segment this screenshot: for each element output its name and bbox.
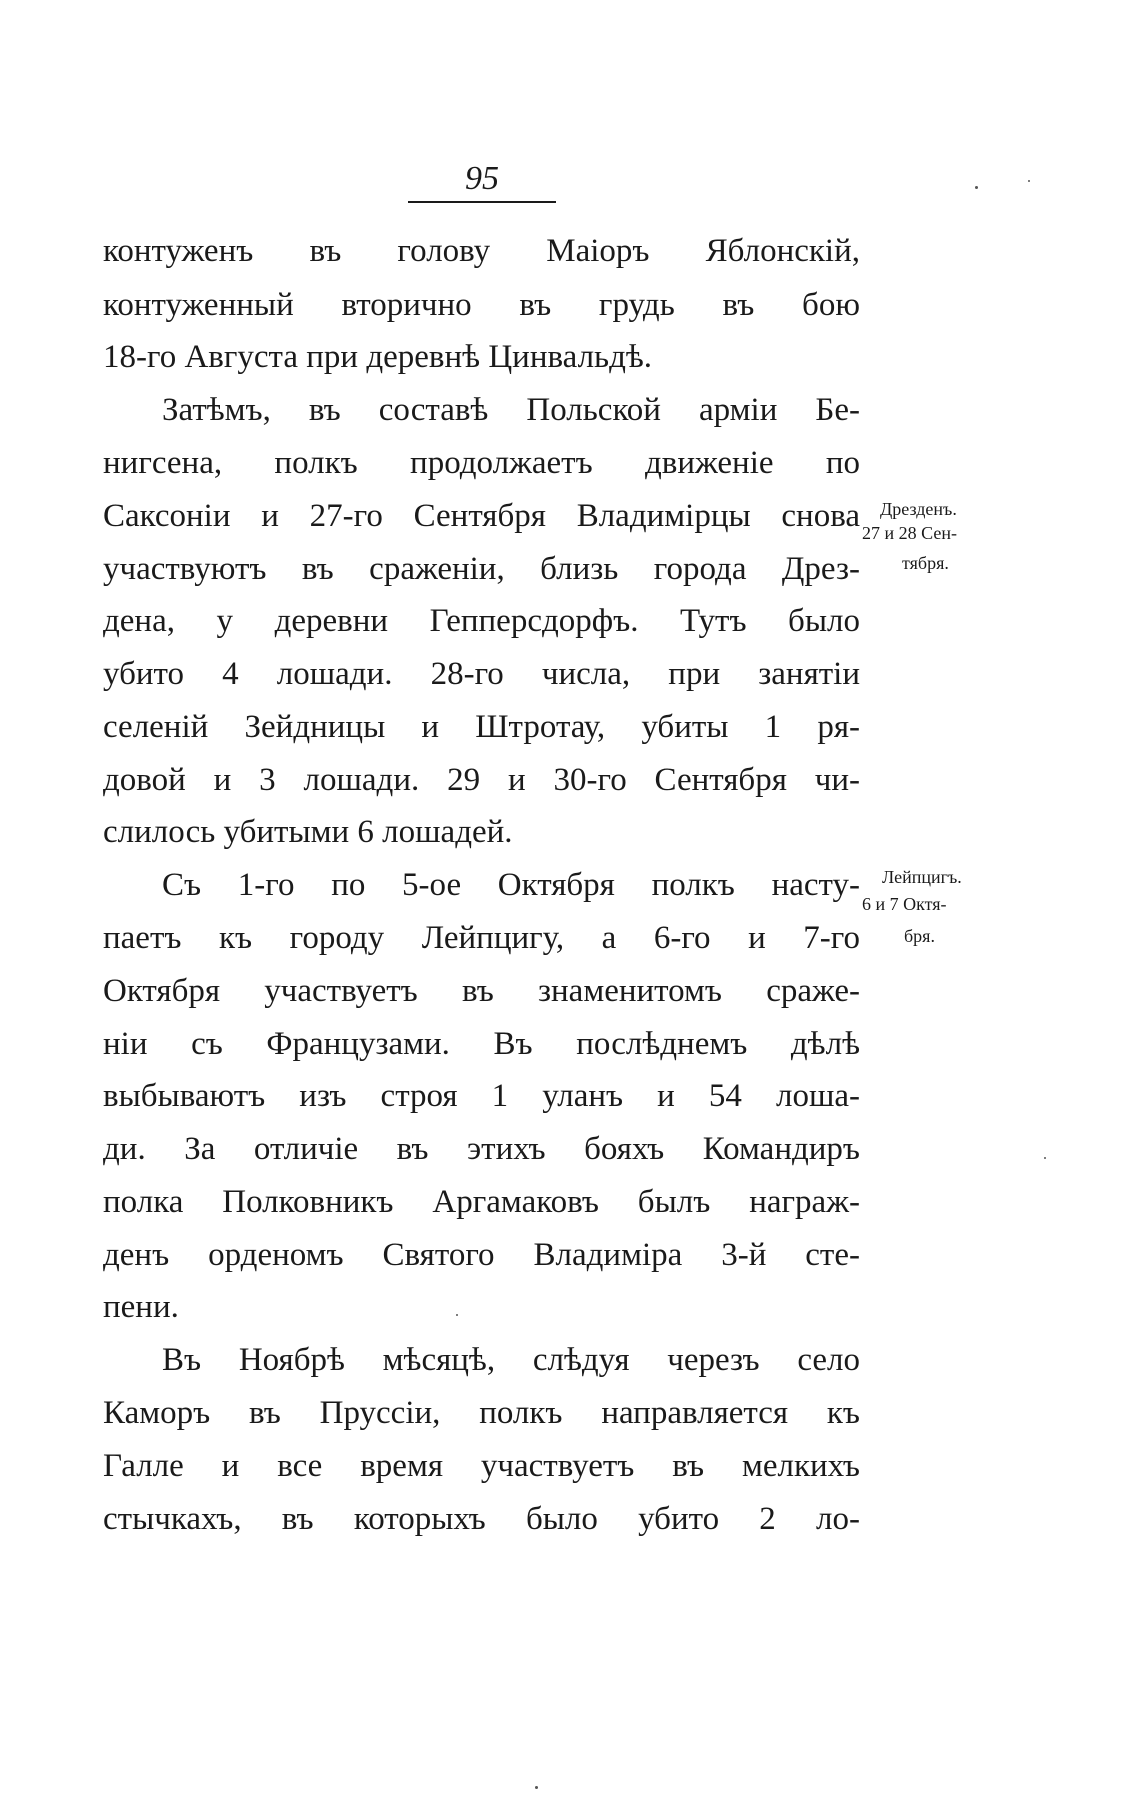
margin-note-place: Лейпцигъ.: [882, 867, 962, 887]
text-line: участвуютъ въ сраженіи, близь города Дрез-: [103, 551, 860, 587]
text-line: селеній Зейдницы и Штротау, убиты 1 ря-: [103, 709, 860, 745]
print-speck: [456, 1314, 458, 1316]
text-line: 18-го Августа при деревнѣ Цинвальдѣ.: [103, 339, 653, 375]
page-number: 95: [465, 160, 499, 197]
text-line: контуженный вторично въ грудь въ бою: [103, 287, 860, 323]
text-line: стычкахъ, въ которыхъ было убито 2 ло-: [103, 1501, 860, 1537]
text-line: ніи съ Французами. Въ послѣднемъ дѣлѣ: [103, 1026, 860, 1062]
text-line: слилось убитыми 6 лошадей.: [103, 814, 513, 850]
page-number-rule: [408, 201, 556, 203]
margin-note-date-end: бря.: [904, 926, 935, 946]
margin-note-date: 27 и 28 Сен-: [862, 523, 957, 543]
text-line: Каморъ въ Пруссіи, полкъ направляется къ: [103, 1395, 860, 1431]
text-line: ди. За отличіе въ этихъ бояхъ Командиръ: [103, 1131, 860, 1167]
text-line: выбываютъ изъ строя 1 уланъ и 54 лоша-: [103, 1078, 860, 1114]
text-line: паетъ къ городу Лейпцигу, а 6-го и 7-го: [103, 920, 860, 956]
text-line: Съ 1-го по 5-ое Октября полкъ насту-: [162, 867, 860, 903]
text-line: убито 4 лошади. 28-го числа, при занятіи: [103, 656, 860, 692]
text-line: пени.: [103, 1289, 179, 1325]
text-line: денъ орденомъ Святого Владиміра 3-й сте-: [103, 1237, 860, 1273]
margin-note-place: Дрезденъ.: [880, 499, 957, 519]
print-speck: [1044, 1157, 1046, 1159]
margin-note-date: 6 и 7 Октя-: [862, 894, 947, 914]
text-line: Галле и все время участвуетъ въ мелкихъ: [103, 1448, 860, 1484]
text-line: Затѣмъ, въ составѣ Польской арміи Бе-: [162, 392, 860, 428]
text-line: Саксоніи и 27-го Сентября Владимірцы снова: [103, 498, 860, 534]
text-line: контуженъ въ голову Маіоръ Яблонскій,: [103, 233, 860, 269]
text-line: Октября участвуетъ въ знаменитомъ сраже-: [103, 973, 860, 1009]
print-speck: [975, 186, 978, 189]
margin-note-date-end: тября.: [902, 553, 949, 573]
text-line: полка Полковникъ Аргамаковъ былъ награж-: [103, 1184, 860, 1220]
print-speck: [535, 1786, 538, 1789]
text-line: довой и 3 лошади. 29 и 30-го Сентября чи-: [103, 762, 860, 798]
text-line: Въ Ноябрѣ мѣсяцѣ, слѣдуя черезъ село: [162, 1342, 860, 1378]
text-line: дена, у деревни Гепперсдорфъ. Тутъ было: [103, 603, 860, 639]
text-line: нигсена, полкъ продолжаетъ движеніе по: [103, 445, 860, 481]
print-speck: [1028, 180, 1030, 182]
